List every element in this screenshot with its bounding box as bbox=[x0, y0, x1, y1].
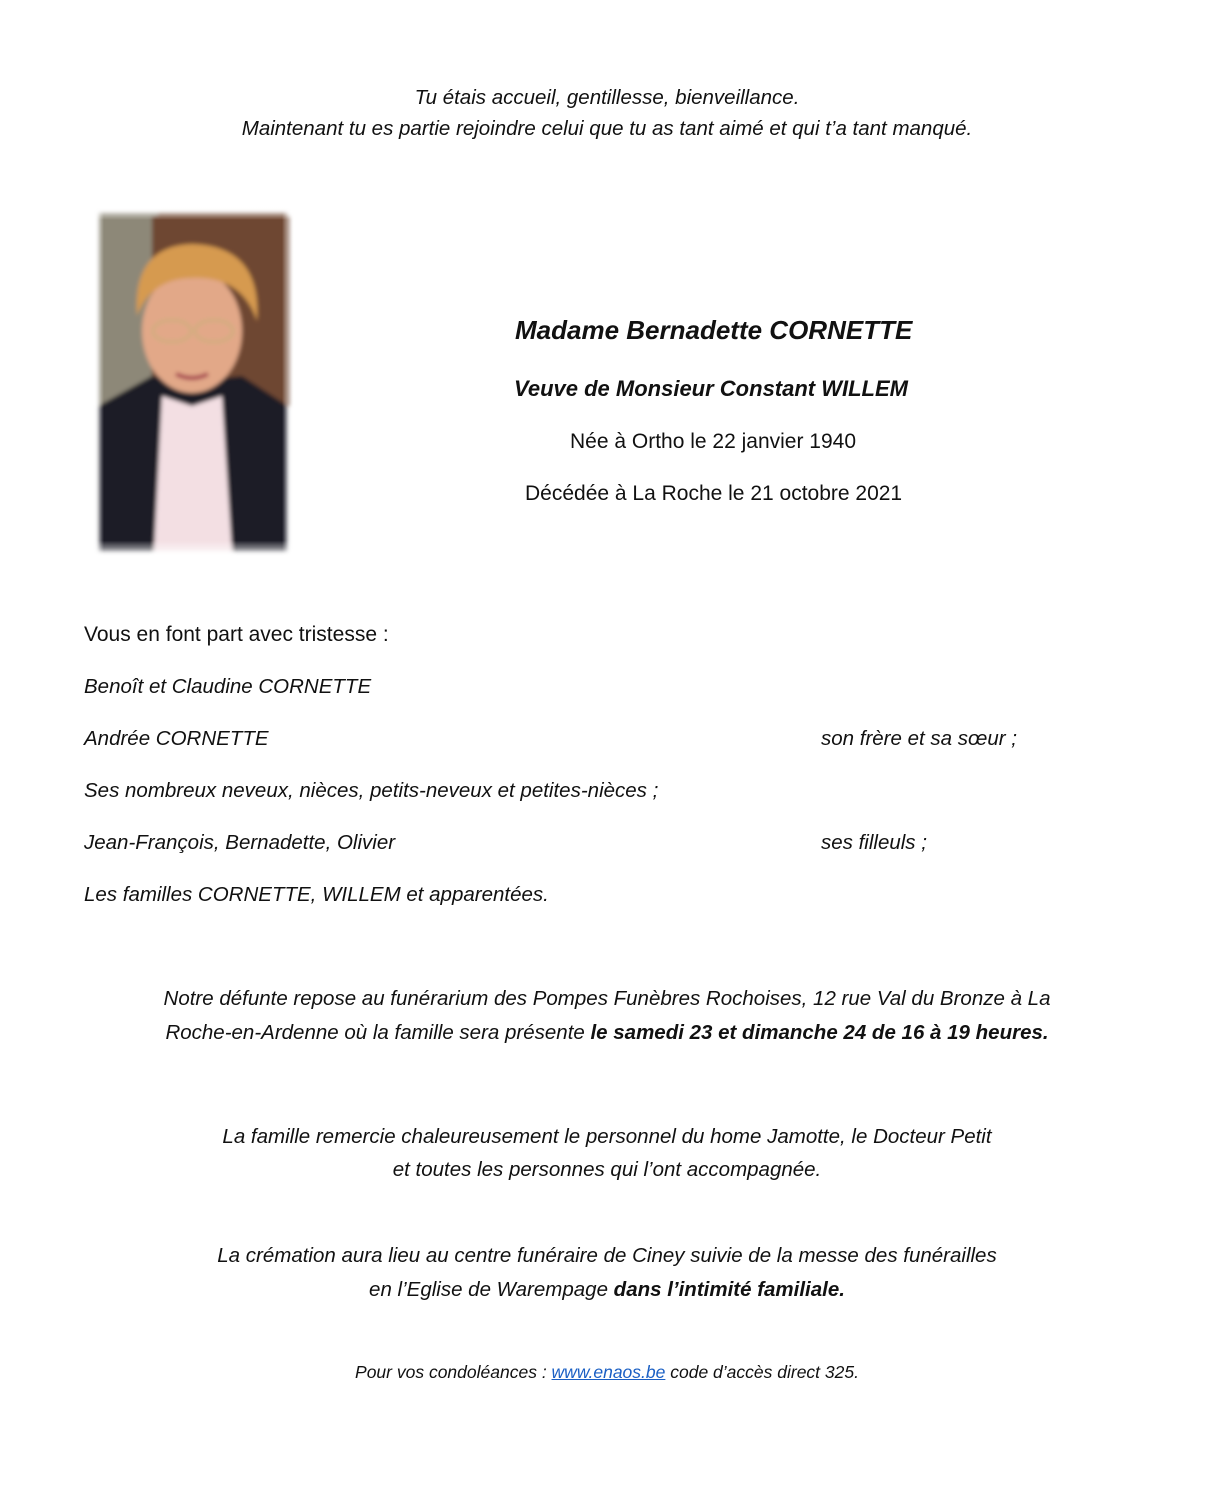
visitation-line-2 bbox=[0, 1017, 1214, 1049]
death-info: Décédée à La Roche le 21 octobre 2021 bbox=[525, 482, 903, 505]
portrait-photo bbox=[92, 206, 294, 558]
cremation-privacy: dans l’intimité familiale. bbox=[613, 1278, 845, 1301]
thanks-line-1: La famille remercie chaleureusement le personnel du home Jamotte, le Docteur Petit bbox=[222, 1125, 992, 1148]
epigraph-line-2: Maintenant tu es partie rejoindre celui que tu as tant aimé et qui t’a tant manqué. bbox=[241, 117, 973, 140]
visitation-line-1: Notre défunte repose au funérarium des Pompes Funèbres Rochoises, 12 rue Val du Bronze à La bbox=[163, 987, 1051, 1010]
thanks-line-2: et toutes les personnes qui l’ont accompagnée. bbox=[392, 1158, 822, 1181]
announcement-intro: Vous en font part avec tristesse : bbox=[84, 623, 389, 646]
cremation-line-2 bbox=[0, 1274, 1214, 1306]
family-line: Ses nombreux neveux, nièces, petits-neveux et petites-nièces ; bbox=[84, 779, 659, 802]
family-line: Benoît et Claudine CORNETTE bbox=[84, 675, 372, 698]
birth-info: Née à Ortho le 22 janvier 1940 bbox=[570, 430, 857, 453]
condolences-prefix: Pour vos condoléances : bbox=[355, 1362, 552, 1382]
condolences-suffix: code d’accès direct 325. bbox=[665, 1362, 859, 1382]
condolences-line bbox=[0, 1360, 1214, 1384]
visitation-text: Roche-en-Ardenne où la famille sera présente bbox=[165, 1021, 591, 1044]
family-line: Jean-François, Bernadette, Olivier bbox=[84, 831, 396, 854]
deceased-name: Madame Bernadette CORNETTE bbox=[515, 315, 913, 345]
widow-of: Veuve de Monsieur Constant WILLEM bbox=[514, 376, 908, 401]
cremation-line-1: La crémation aura lieu au centre funéraire de Ciney suivie de la messe des funérailles bbox=[217, 1244, 997, 1267]
condolences-link[interactable]: www.enaos.be bbox=[551, 1362, 666, 1382]
cremation-text: en l’Eglise de Warempage bbox=[369, 1278, 614, 1301]
family-relation: son frère et sa sœur ; bbox=[821, 727, 1017, 750]
family-line: Les familles CORNETTE, WILLEM et apparentées. bbox=[84, 883, 549, 906]
visitation-hours: le samedi 23 et dimanche 24 de 16 à 19 heures. bbox=[590, 1021, 1049, 1044]
family-relation: ses filleuls ; bbox=[821, 831, 927, 854]
family-line: Andrée CORNETTE bbox=[84, 727, 269, 750]
epigraph-line-1: Tu étais accueil, gentillesse, bienveillance. bbox=[414, 86, 800, 109]
